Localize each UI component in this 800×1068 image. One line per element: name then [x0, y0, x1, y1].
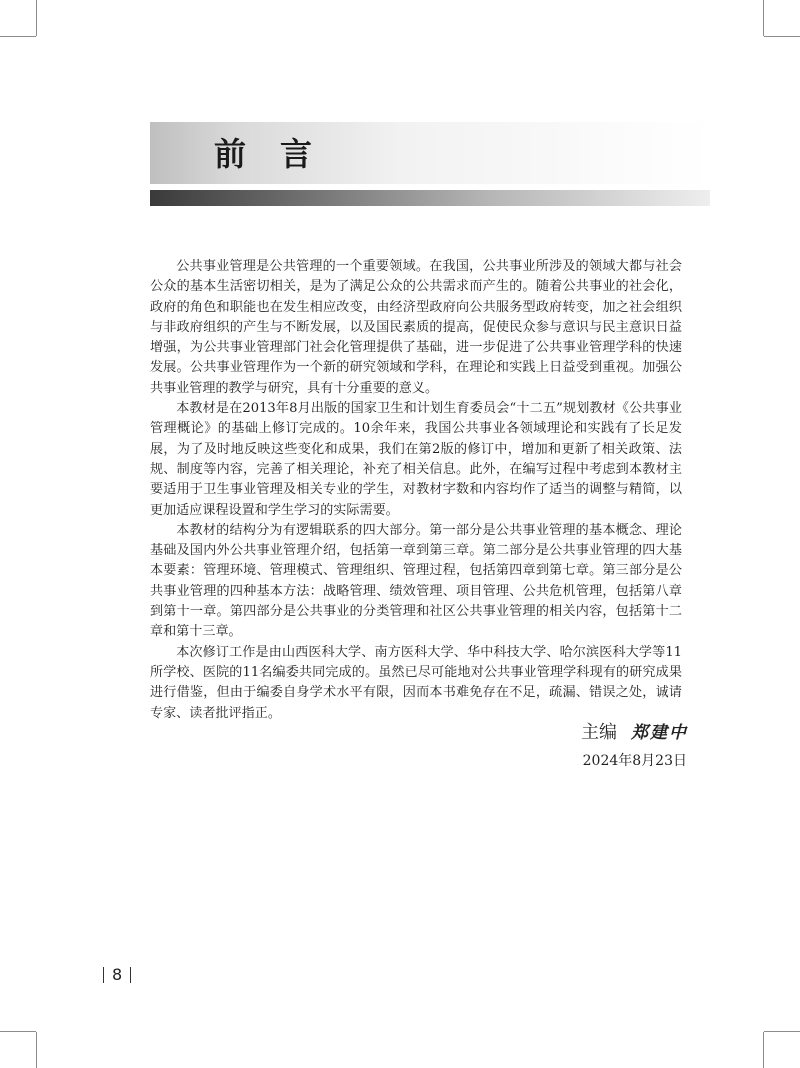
signature-line [581, 720, 688, 746]
paragraph: 公共事业管理是公共管理的一个重要领域。在我国，公共事业所涉及的领域大都与社会公众的基本生活密切相关，是为了满足公众的公共需求而产生的。随着公共事业的社会化，政府的角色和职能也在发生相应改变，由经济型政府向公共服务型政府转变，加之社会组织与非政府组织的产生与不断发展，以及国民素质的提高，促使民众参与意识与民主意识日益增强，为公共事业管理部门社会化管理提供了基础，进一步促进了公共事业管理学科的快速发展。公共事业管理作为一个新的研究领域和学科，在理论和实践上日益受到重视。加强公共事业管理的教学与研究，具有十分重要的意义。 [150, 259, 682, 396]
page-number-bar [130, 967, 131, 983]
crop-mark [36, 0, 37, 36]
page-number-value: 8 [112, 965, 123, 984]
page-number [103, 965, 131, 985]
crop-mark [36, 1032, 37, 1068]
signature-date: 2024年8月23日 [582, 753, 687, 769]
crop-mark [0, 1031, 36, 1032]
crop-mark [763, 0, 764, 36]
crop-mark [0, 36, 36, 37]
paragraph: 本次修订工作是由山西医科大学、南方医科大学、华中科技大学、哈尔滨医科大学等11所学校、医院的11名编委共同完成的。虽然已尽可能地对公共事业管理学科现有的研究成果进行借鉴，但由于编委自身学术水平有限，因而本书难免存在不足，疏漏、错误之处，诚请专家、读者批评指正。 [150, 644, 682, 721]
paragraph: 本教材是在2013年8月出版的国家卫生和计划生育委员会“十二五”规划教材《公共事业管理概论》的基础上修订完成的。10余年来，我国公共事业各领域理论和实践有了长足发展，为了及时地反映这些变化和成果，我们在第2版的修订中，增加和更新了相关政策、法规、制度等内容，完善了相关理论，补充了相关信息。此外，在编写过程中考虑到本教材主要适用于卫生事业管理及相关专业的学生，对教材字数和内容均作了适当的调整与精简，以更加适应课程设置和学生学习的实际需要。 [150, 401, 682, 518]
crop-mark [763, 1032, 764, 1068]
editor-role: 主编 [581, 722, 617, 743]
crop-mark [764, 1031, 800, 1032]
page-title: 前言 [214, 135, 347, 173]
heading-rule [150, 190, 710, 206]
preface-body [150, 257, 682, 724]
paragraph: 本教材的结构分为有逻辑联系的四大部分。第一部分是公共事业管理的基本概念、理论基础及国内外公共事业管理介绍，包括第一章到第三章。第二部分是公共事业管理的四大基本要素：管理环境、管理模式、管理组织、管理过程，包括第四章到第七章。第三部分是公共事业管理的四种基本方法：战略管理、绩效管理、项目管理、公共危机管理，包括第八章到第十一章。第四部分是公共事业的分类管理和社区公共事业管理的相关内容，包括第十二章和第十三章。 [150, 522, 682, 640]
crop-mark [764, 36, 800, 37]
editor-name: 郑建中 [631, 723, 688, 743]
